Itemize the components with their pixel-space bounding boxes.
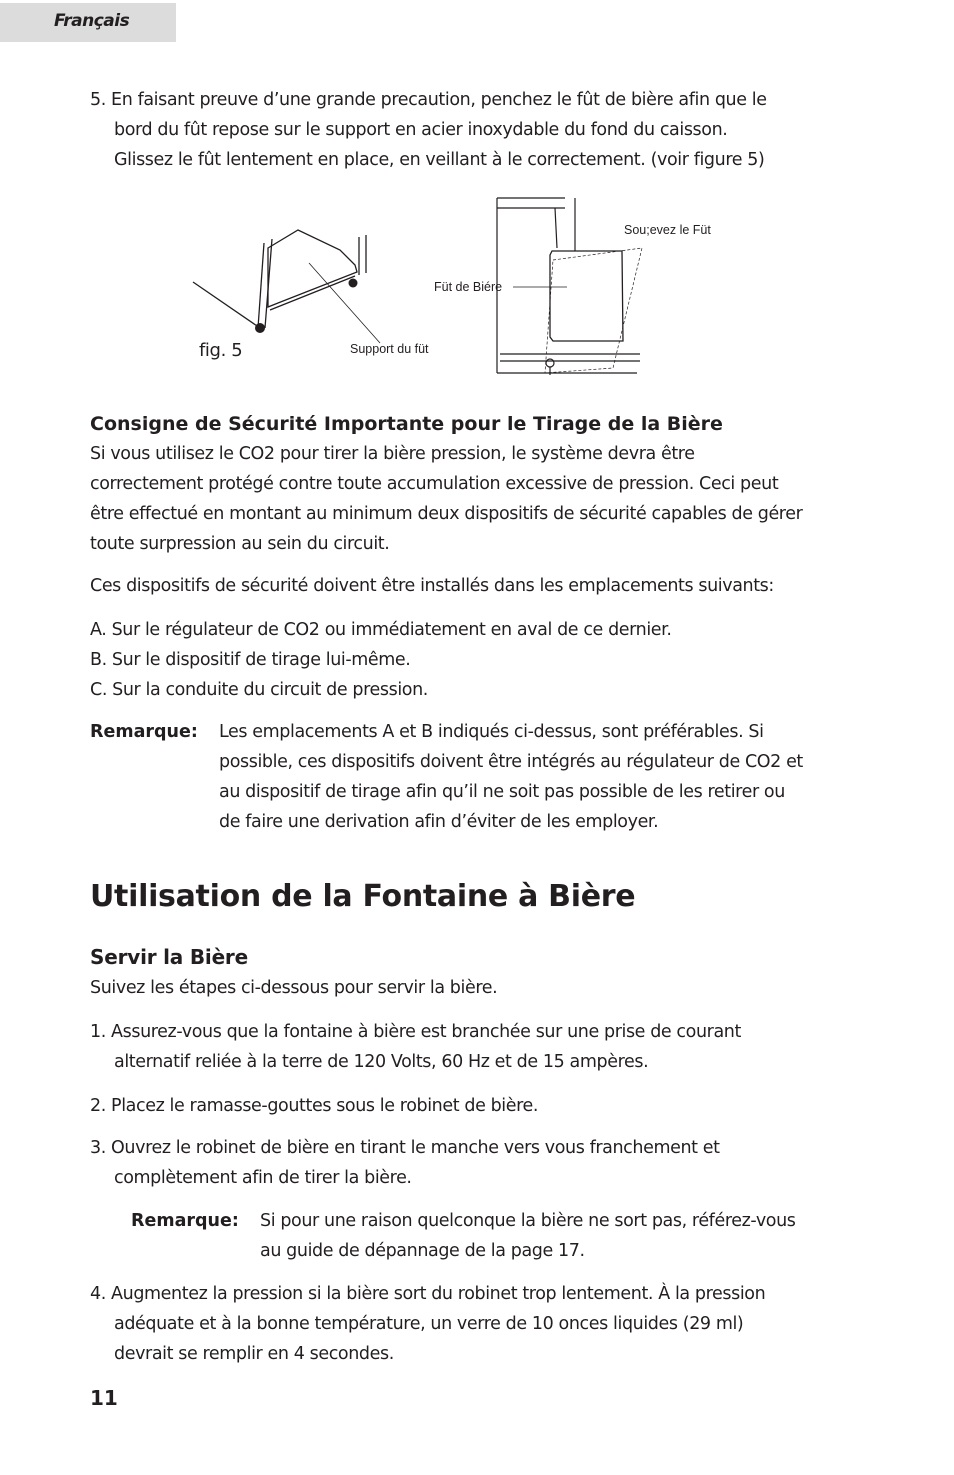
safety-note-line-1: Les emplacements A et B indiqués ci-dessus, sont préférables. Si xyxy=(219,722,764,742)
step3-line-1: 3. Ouvrez le robinet de bière en tirant le manche vers vous franchement et xyxy=(90,1138,720,1158)
section-title: Utilisation de la Fontaine à Bière xyxy=(90,879,636,914)
safety-note-label: Remarque: xyxy=(90,722,198,742)
safety-para1-line-3: être effectué en montant au minimum deux dispositifs de sécurité capables de gérer xyxy=(90,504,803,524)
language-tab-label: Français xyxy=(54,11,130,31)
section-subtitle: Servir la Bière xyxy=(90,945,248,969)
page-number: 11 xyxy=(90,1386,118,1410)
step5-line-3: Glissez le fût lentement en place, en veillant à le correctement. (voir figure 5) xyxy=(114,150,765,170)
label-keg: Füt de Biére xyxy=(434,280,503,294)
step3-note-line-2: au guide de dépannage de la page 17. xyxy=(260,1241,585,1261)
safety-heading: Consigne de Sécurité Importante pour le Tirage de la Bière xyxy=(90,413,723,435)
step4-line-1: 4. Augmentez la pression si la bière sort du robinet trop lentement. À la pression xyxy=(90,1284,766,1304)
section-intro: Suivez les étapes ci-dessous pour servir la bière. xyxy=(90,978,498,998)
safety-note-line-3: au dispositif de tirage afin qu’il ne soit pas possible de les retirer ou xyxy=(219,782,785,802)
label-lift: Sou;evez le Füt xyxy=(624,223,711,237)
step3-line-2: complètement afin de tirer la bière. xyxy=(114,1168,412,1188)
safety-para1-line-2: correctement protégé contre toute accumulation excessive de pression. Ceci peut xyxy=(90,474,779,494)
step5-line-2: bord du fût repose sur le support en acier inoxydable du fond du caisson. xyxy=(114,120,728,140)
step4-line-3: devrait se remplir en 4 secondes. xyxy=(114,1344,394,1364)
safety-note-line-2: possible, ces dispositifs doivent être intégrés au régulateur de CO2 et xyxy=(219,752,803,772)
safety-para2: Ces dispositifs de sécurité doivent être installés dans les emplacements suivants: xyxy=(90,576,774,596)
safety-list-item-b: B. Sur le dispositif de tirage lui-même. xyxy=(90,650,411,670)
safety-list-item-c: C. Sur la conduite du circuit de pression. xyxy=(90,680,428,700)
step1-line-2: alternatif reliée à la terre de 120 Volts, 60 Hz et de 15 ampères. xyxy=(114,1052,649,1072)
label-support: Support du füt xyxy=(350,342,429,356)
step5-line-1: 5. En faisant preuve d’une grande precaution, penchez le fût de bière afin que le xyxy=(90,90,767,110)
step1-line-1: 1. Assurez-vous que la fontaine à bière est branchée sur une prise de courant xyxy=(90,1022,741,1042)
keg-in-cabinet-drawing xyxy=(495,193,645,378)
step3-note-line-1: Si pour une raison quelconque la bière ne sort pas, référez-vous xyxy=(260,1211,796,1231)
figure-caption: fig. 5 xyxy=(199,340,243,361)
safety-list-item-a: A. Sur le régulateur de CO2 ou immédiatement en aval de ce dernier. xyxy=(90,620,672,640)
step4-line-2: adéquate et à la bonne température, un verre de 10 onces liquides (29 ml) xyxy=(114,1314,744,1334)
safety-para1-line-1: Si vous utilisez le CO2 pour tirer la bière pression, le système devra être xyxy=(90,444,695,464)
language-tab xyxy=(0,3,176,42)
safety-note-line-4: de faire une derivation afin d’éviter de les employer. xyxy=(219,812,659,832)
safety-para1-line-4: toute surpression au sein du circuit. xyxy=(90,534,390,554)
step2: 2. Placez le ramasse-gouttes sous le robinet de bière. xyxy=(90,1096,539,1116)
step3-note-label: Remarque: xyxy=(131,1211,239,1231)
